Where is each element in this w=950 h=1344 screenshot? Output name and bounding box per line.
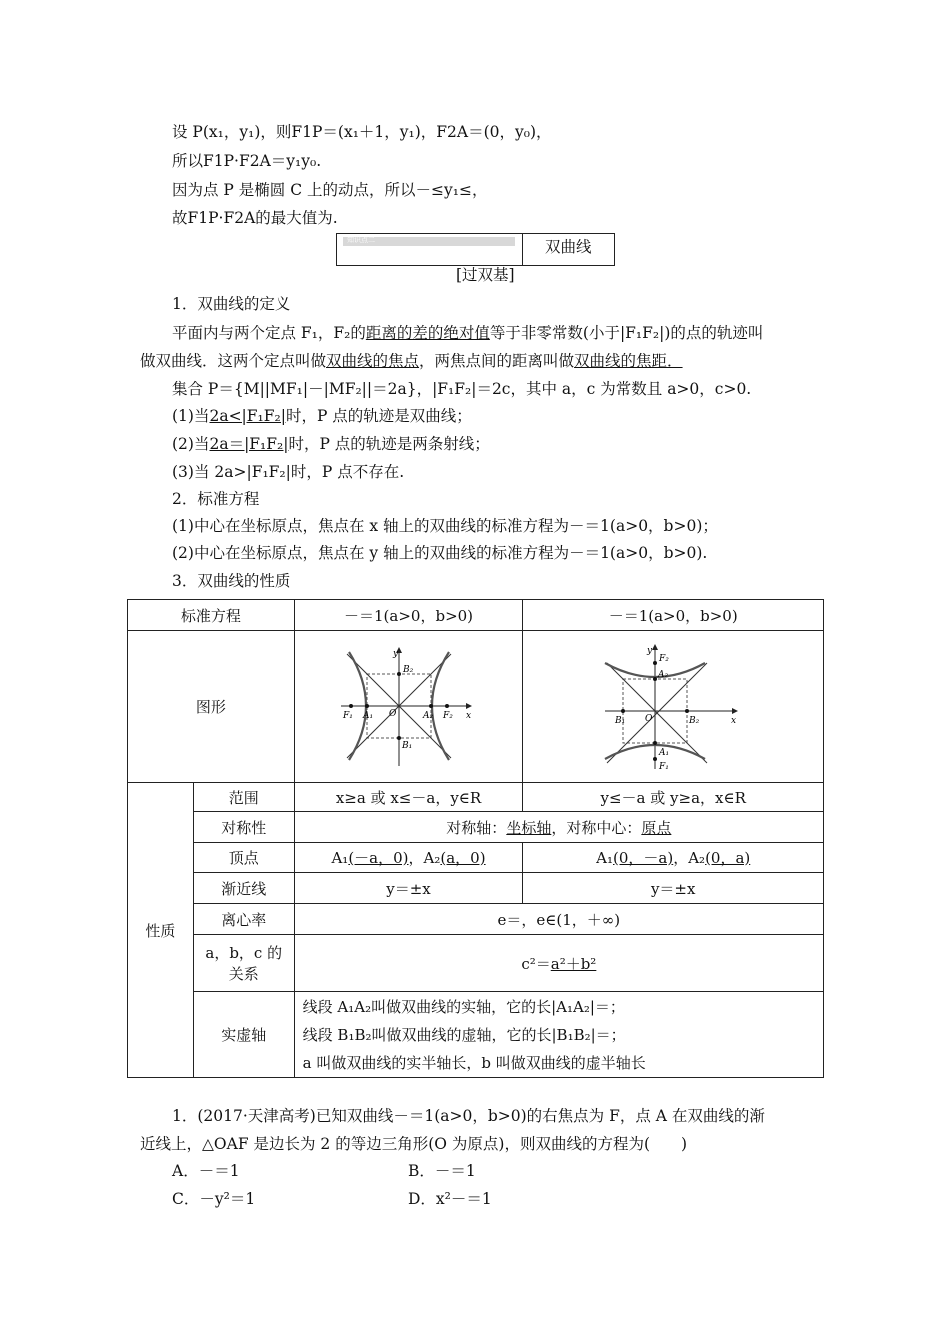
th-eq-x: －＝1(a>0，b>0) (294, 600, 523, 631)
section-tag: 知识点二 (347, 236, 375, 244)
abc-relation-label: a，b，c 的 关系 (193, 935, 294, 992)
def-case-2: (2)当2a＝|F₁F₂|时，P 点的轨迹是两条射线； (172, 435, 490, 453)
th-eq-y: －＝1(a>0，b>0) (523, 600, 824, 631)
option-b[interactable]: B．－＝1 (408, 1162, 476, 1180)
section-header-divider (522, 234, 523, 265)
th-std-eq: 标准方程 (128, 600, 295, 631)
hyperbola-x-graph (339, 644, 479, 770)
intro-line-2: 所以F1P·F2A＝y₁y₀. (172, 152, 322, 170)
vertex-y: A₁(0，－a)，A₂(0，a) (523, 843, 824, 873)
std-line-2: (2)中心在坐标原点，焦点在 y 轴上的双曲线的标准方程为－＝1(a>0，b>0). (172, 544, 708, 562)
intro-line-1: 设 P(x₁，y₁)，则F1P＝(x₁＋1，y₁)，F2A＝(0，y₀)， (172, 123, 552, 141)
def-heading: 1．双曲线的定义 (172, 295, 291, 313)
question-line-1: 1．(2017·天津高考)已知双曲线－＝1(a>0，b>0)的右焦点为 F，点 A 在双曲线的渐 (172, 1107, 765, 1125)
properties-table (127, 599, 824, 1078)
props-group-label: 性质 (128, 783, 194, 1078)
fig2-a2: A₂ (658, 669, 669, 680)
def-para-2: 做双曲线．这两个定点叫做双曲线的焦点，两焦点间的距离叫做双曲线的焦距． (140, 352, 683, 370)
fig2-a1: A₁ (659, 747, 670, 758)
axis-value: 线段 A₁A₂叫做双曲线的实轴，它的长|A₁A₂|＝； 线段 B₁B₂叫做双曲线的虚轴，它的长|B₁B₂|＝； a 叫做双曲线的实半轴长，b 叫做双曲线的虚半轴长 (294, 992, 823, 1078)
range-x: x≥a 或 x≤－a，y∈R (294, 783, 523, 812)
fig2-y-label: y (647, 645, 653, 656)
option-c[interactable]: C．－y²＝1 (172, 1190, 256, 1208)
section-tag-bar (343, 237, 515, 246)
fig1-a1: A₁ (362, 710, 373, 721)
section-header-box (336, 233, 615, 266)
fig2-x-label: x (731, 715, 737, 726)
fig2-o: O (645, 713, 653, 724)
def-case-3: (3)当 2a>|F₁F₂|时，P 点不存在. (172, 463, 405, 481)
asymptote-x: y＝±x (294, 873, 523, 904)
vertex-label: 顶点 (193, 843, 294, 873)
section-title: 双曲线 (545, 238, 592, 256)
fig1-b1: B₁ (401, 740, 412, 751)
std-line-1: (1)中心在坐标原点，焦点在 x 轴上的双曲线的标准方程为－＝1(a>0，b>0)； (172, 517, 718, 535)
fig2-f1: F₁ (659, 761, 670, 772)
option-d[interactable]: D．x²－＝1 (408, 1190, 492, 1208)
fig1-o: O (388, 708, 396, 719)
fig2-b2: B₂ (689, 715, 700, 726)
symmetry-value: 对称轴：坐标轴，对称中心：原点 (294, 812, 823, 843)
axis-label: 实虚轴 (193, 992, 294, 1078)
def-set: 集合 P＝{M||MF₁|－|MF₂||＝2a}，|F₁F₂|＝2c，其中 a，c 为常数且 a>0，c>0. (172, 380, 752, 398)
fig2-b1: B₁ (615, 715, 626, 726)
vertex-x: A₁(－a，0)，A₂(a，0) (294, 843, 523, 873)
row-figure-label: 图形 (128, 631, 295, 783)
intro-line-3: 因为点 P 是椭圆 C 上的动点，所以－≤y₁≤， (172, 181, 488, 199)
fig2-f2: F₂ (659, 653, 670, 664)
fig1-f2: F₂ (442, 710, 453, 721)
def-case-1: (1)当2a<|F₁F₂|时，P 点的轨迹是双曲线； (172, 407, 472, 425)
eccentricity-value: e＝，e∈(1，＋∞) (294, 904, 823, 935)
asymptote-label: 渐近线 (193, 873, 294, 904)
fig1-b2: B₂ (402, 664, 413, 675)
range-y: y≤－a 或 y≥a，x∈R (523, 783, 824, 812)
abc-relation-value: c²＝a²＋b² (294, 935, 823, 992)
range-label: 范围 (193, 783, 294, 812)
question-line-2: 近线上，△OAF 是边长为 2 的等边三角形(O 为原点)，则双曲线的方程为( ) (140, 1135, 688, 1153)
props-heading: 3．双曲线的性质 (172, 572, 291, 590)
asymptote-y: y＝±x (523, 873, 824, 904)
figure-y-hyperbola (523, 631, 824, 783)
intro-line-4: 故F1P·F2A的最大值为. (172, 209, 338, 227)
option-a[interactable]: A．－＝1 (172, 1162, 240, 1180)
section-subtitle: [过双基] (456, 266, 515, 284)
def-para-1: 平面内与两个定点 F₁，F₂的距离的差的绝对值等于非零常数(小于|F₁F₂|)的点的轨迹叫 (172, 324, 764, 342)
fig1-a2: A₂ (422, 710, 433, 721)
hyperbola-y-graph (603, 641, 743, 773)
symmetry-label: 对称性 (193, 812, 294, 843)
std-heading: 2．标准方程 (172, 490, 260, 508)
fig1-x-label: x (465, 710, 471, 721)
eccentricity-label: 离心率 (193, 904, 294, 935)
fig1-y-label: y (392, 648, 398, 659)
fig1-f1: F₁ (342, 710, 353, 721)
figure-x-hyperbola (294, 631, 523, 783)
